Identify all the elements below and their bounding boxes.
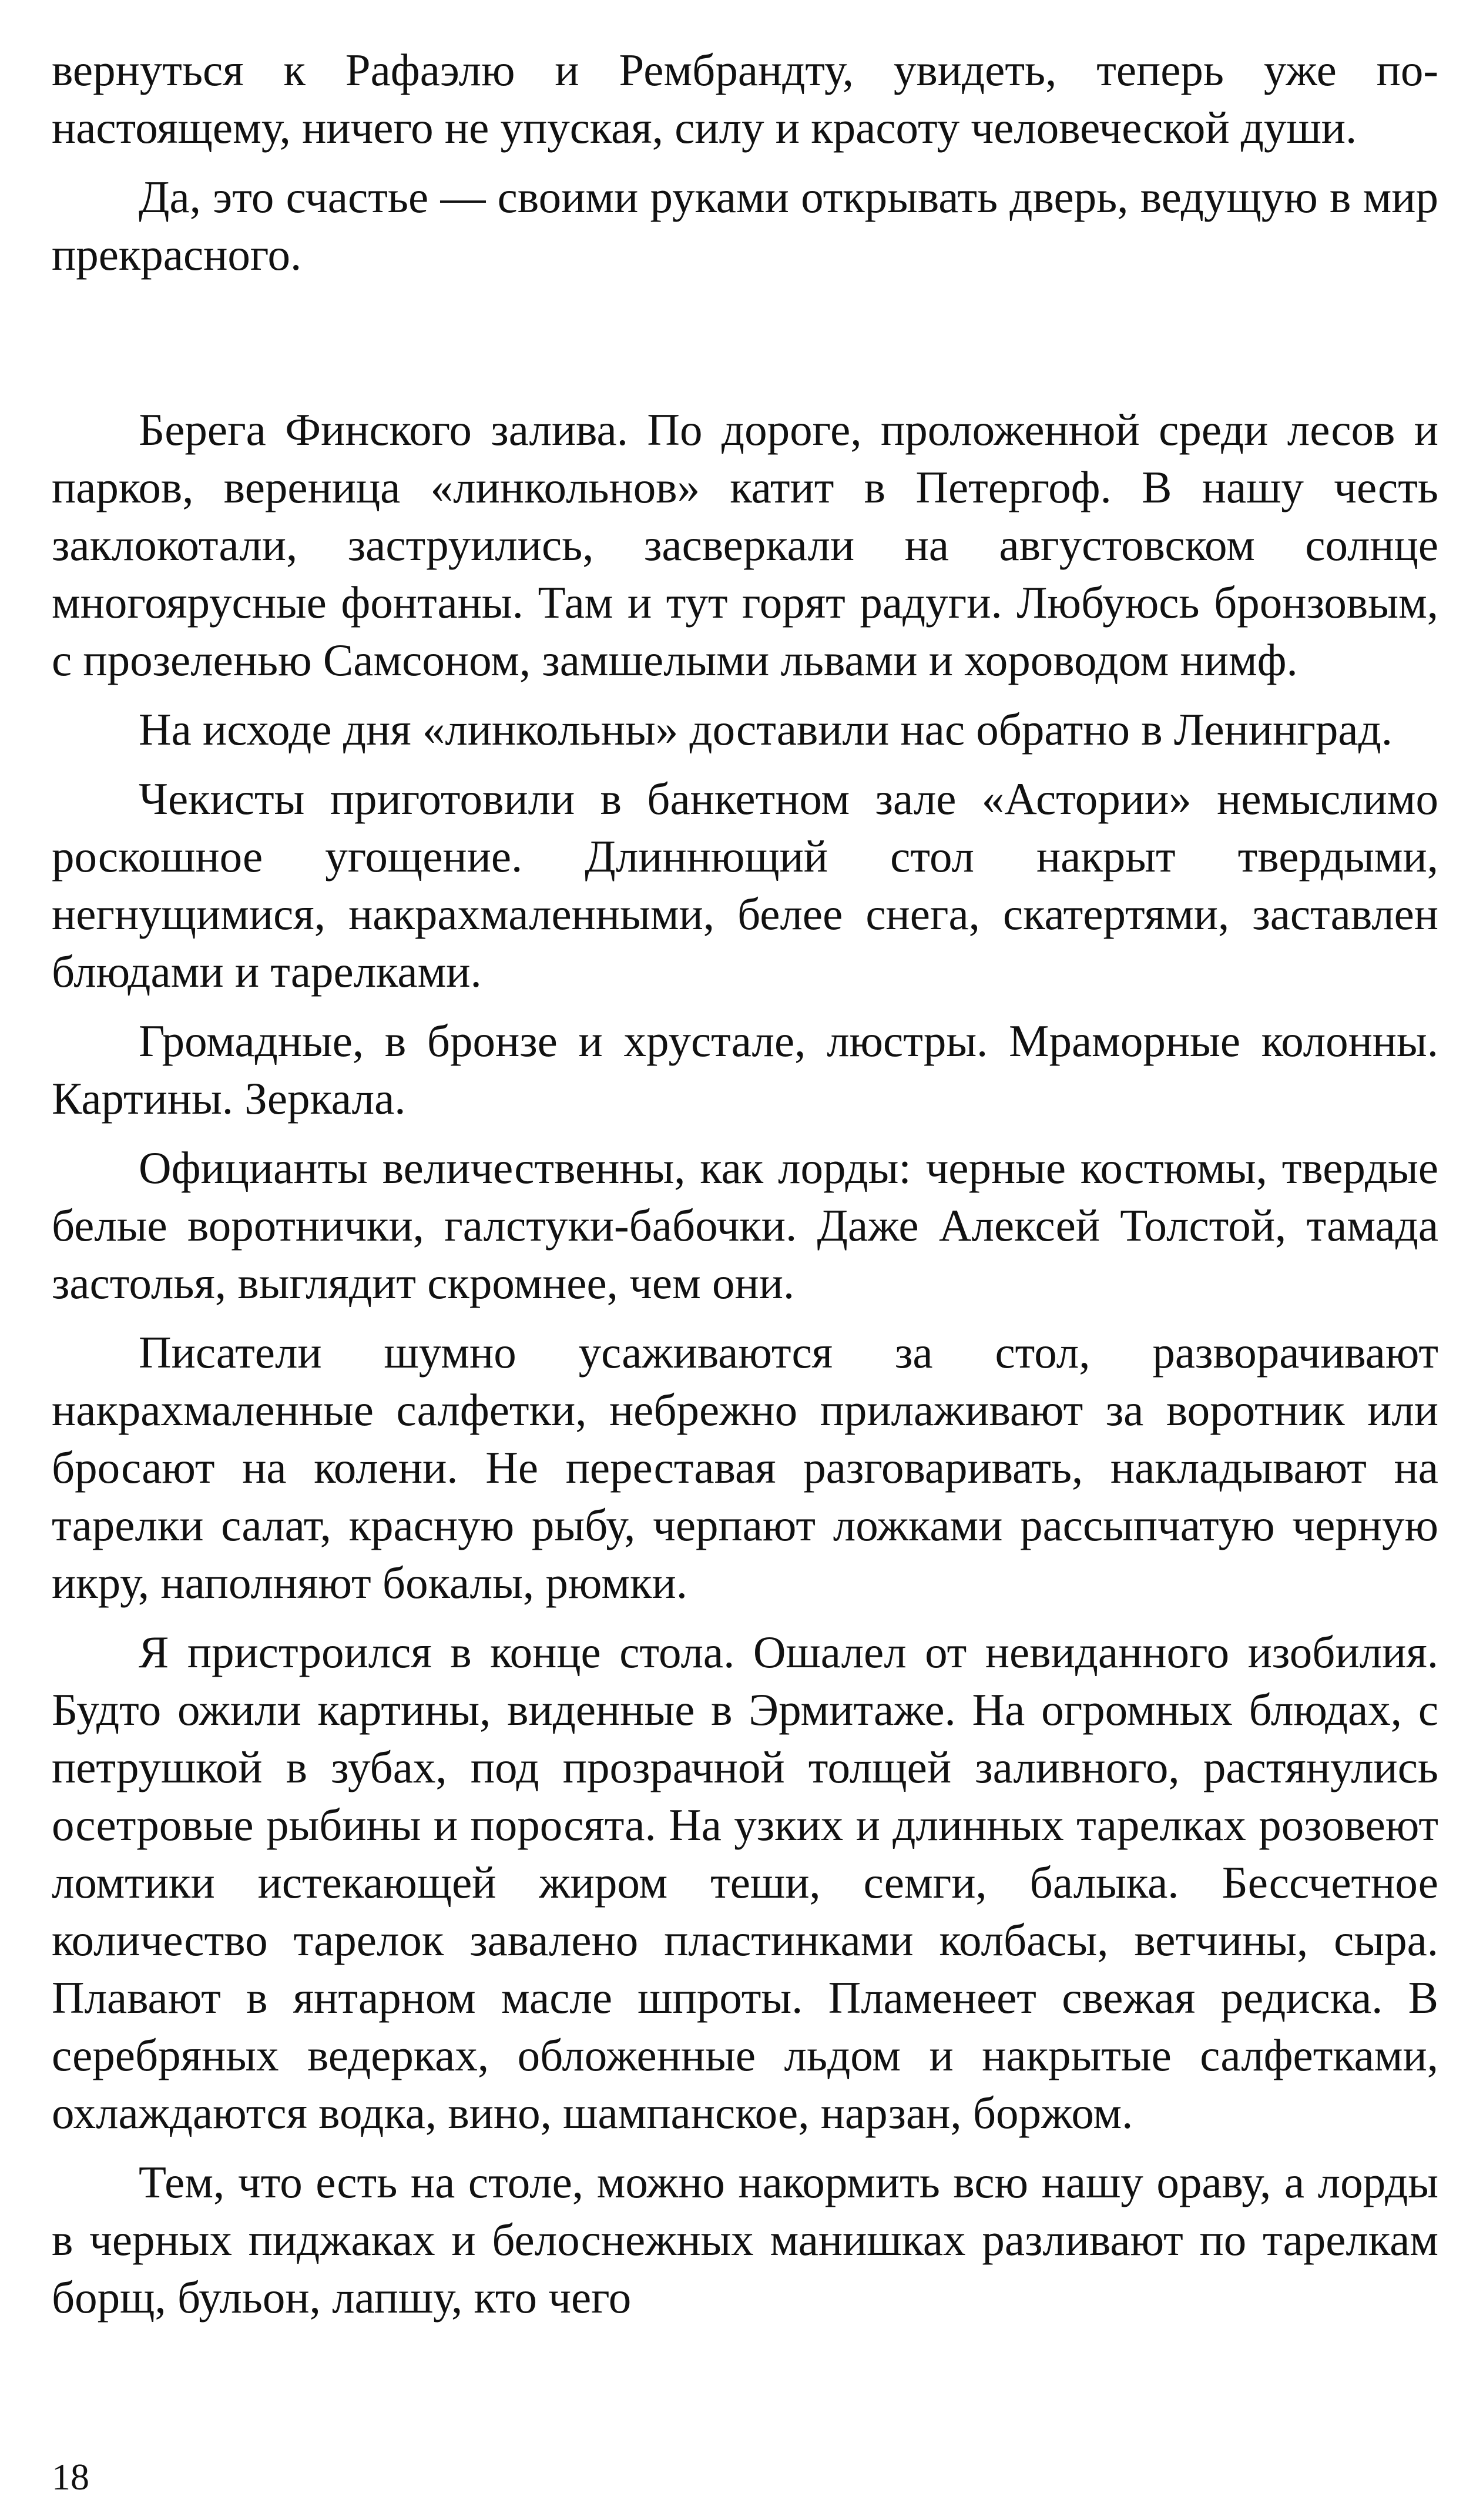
- paragraph: Громадные, в бронзе и хрустале, люстры. Мраморные колонны. Картины. Зеркала.: [52, 1016, 1438, 1124]
- paragraph: Тем, что есть на столе, можно накормить всю нашу ораву, а лорды в черных пиджаках и белоснежных манишках разливают по тарелкам борщ, бульон, лапшу, кто чего: [52, 2157, 1438, 2323]
- section-break: [52, 283, 1438, 401]
- paragraph: Да, это счастье — своими руками открывать дверь, ведущую в мир прекрасного.: [52, 172, 1438, 280]
- paragraph: Чекисты приготовили в банкетном зале «Астории» немыслимо роскошное угощение. Длиннющий стол накрыт твердыми, негнущимися, накрахмаленными, белее снега, скатертями, заставлен блюдами и тарелками.: [52, 773, 1438, 997]
- page-body: [52, 41, 1438, 2326]
- paragraph: Я пристроился в конце стола. Ошалел от невиданного изобилия. Будто ожили картины, виденные в Эрмитаже. На огромных блюдах, с петрушкой в зубах, под прозрачной толщей заливного, растянулись осетровые рыбины и поросята. На узких и длинных тарелках розовеют ломтики истекающей жиром теши, семги, балыка. Бессчетное количество тарелок завалено пластинками колбасы, ветчины, сыра. Плавают в янтарном масле шпроты. Пламенеет свежая редиска. В серебряных ведерках, обложенные льдом и накрытые салфетками, охлаждаются водка, вино, шампанское, нарзан, боржом.: [52, 1627, 1438, 2138]
- page-number: 18: [52, 2456, 89, 2498]
- paragraph: вернуться к Рафаэлю и Рембрандту, увидеть, теперь уже по-настоящему, ничего не упуская, силу и красоту человеческой души.: [52, 45, 1438, 153]
- paragraph: Официанты величественны, как лорды: черные костюмы, твердые белые воротнички, галстуки-бабочки. Даже Алексей Толстой, тамада застолья, выглядит скромнее, чем они.: [52, 1142, 1438, 1308]
- paragraph: Берега Финского залива. По дороге, проложенной среди лесов и парков, вереница «линкольнов» катит в Петергоф. В нашу честь заклокотали, заструились, засверкали на августовском солнце многоярусные фонтаны. Там и тут горят радуги. Любуюсь бронзовым, с прозеленью Самсоном, замшелыми львами и хороводом нимф.: [52, 404, 1438, 685]
- paragraph: Писатели шумно усаживаются за стол, разворачивают накрахмаленные салфетки, небрежно прилаживают за воротник или бросают на колени. Не переставая разговаривать, накладывают на тарелки салат, красную рыбу, черпают ложками рассыпчатую черную икру, наполняют бокалы, рюмки.: [52, 1327, 1438, 1608]
- paragraph: На исходе дня «линкольны» доставили нас обратно в Ленинград.: [139, 704, 1393, 755]
